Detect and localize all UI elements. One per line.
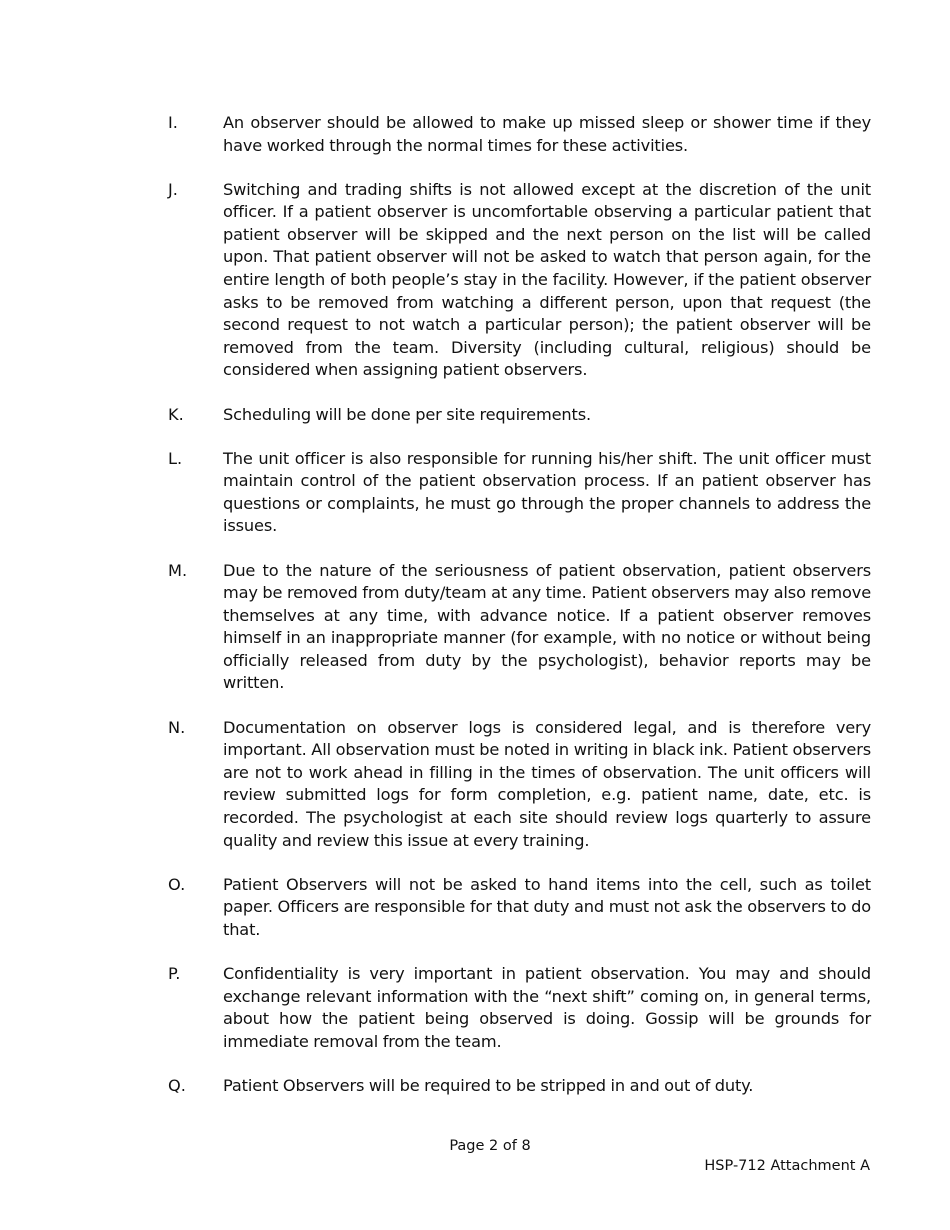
item-letter: L. bbox=[168, 448, 183, 468]
item-letter: K. bbox=[168, 404, 184, 424]
item-letter: N. bbox=[168, 717, 186, 737]
document-reference: HSP-712 Attachment A bbox=[704, 1158, 870, 1174]
policy-item-k bbox=[168, 404, 871, 427]
item-text: Documentation on observer logs is considered legal, and is therefore very important. All observation must be noted in writing in black ink. Patient observers are not to work ahead in filling in the times of observation. The unit officers will review submitted logs for form completion, e.g. patient name, date, etc. is recorded. The psychologist at each site should review logs quarterly to assure quality and review this issue at every training. bbox=[223, 717, 871, 850]
item-text: An observer should be allowed to make up missed sleep or shower time if they have worked through the normal times for these activities. bbox=[223, 113, 871, 155]
item-text: The unit officer is also responsible for running his/her shift. The unit officer must maintain control of the patient observation process. If an patient observer has questions or complaints, he must go through the proper channels to address the issues. bbox=[223, 448, 871, 536]
item-text: Switching and trading shifts is not allowed except at the discretion of the unit officer. If a patient observer is uncomfortable observing a particular patient that patient observer will be skipped and the next person on the list will be called upon. That patient observer will not be asked to watch that person again, for the entire length of both people’s stay in the facility. However, if the patient observer asks to be removed from watching a different person, upon that request (the second request to not watch a particular person); the patient observer will be removed from the team. Diversity (including cultural, religious) should be considered when assigning patient observers. bbox=[223, 179, 871, 380]
policy-item-i bbox=[168, 112, 871, 157]
item-letter: Q. bbox=[168, 1075, 186, 1095]
policy-item-p bbox=[168, 963, 871, 1053]
page-number: Page 2 of 8 bbox=[449, 1138, 531, 1154]
policy-item-l bbox=[168, 448, 871, 538]
policy-item-o bbox=[168, 874, 871, 942]
item-text: Patient Observers will be required to be stripped in and out of duty. bbox=[223, 1075, 754, 1095]
item-text: Scheduling will be done per site requirements. bbox=[223, 404, 591, 424]
item-text: Patient Observers will not be asked to hand items into the cell, such as toilet paper. Officers are responsible for that duty and must not ask the observers to do that. bbox=[223, 874, 871, 939]
item-letter: I. bbox=[168, 113, 178, 132]
policy-item-m bbox=[168, 560, 871, 696]
item-text: Confidentiality is very important in patient observation. You may and should exchange relevant information with the “next shift” coming on, in general terms, about how the patient being observed is doing. Gossip will be grounds for immediate removal from the team. bbox=[223, 963, 871, 1051]
policy-item-n bbox=[168, 717, 871, 853]
item-letter: M. bbox=[168, 560, 188, 580]
item-text: Due to the nature of the seriousness of patient observation, patient observers may be removed from duty/team at any time. Patient observers may also remove themselves at any time, with advance notice. If a patient observer removes himself in an inappropriate manner (for example, with no notice or without being officially released from duty by the psychologist), behavior reports may be written. bbox=[223, 560, 871, 693]
policy-item-j bbox=[168, 179, 871, 382]
policy-item-q bbox=[168, 1075, 871, 1098]
policy-item-list bbox=[168, 112, 871, 1119]
item-letter: J. bbox=[168, 179, 178, 199]
item-letter: O. bbox=[168, 874, 186, 894]
item-letter: P. bbox=[168, 963, 181, 983]
